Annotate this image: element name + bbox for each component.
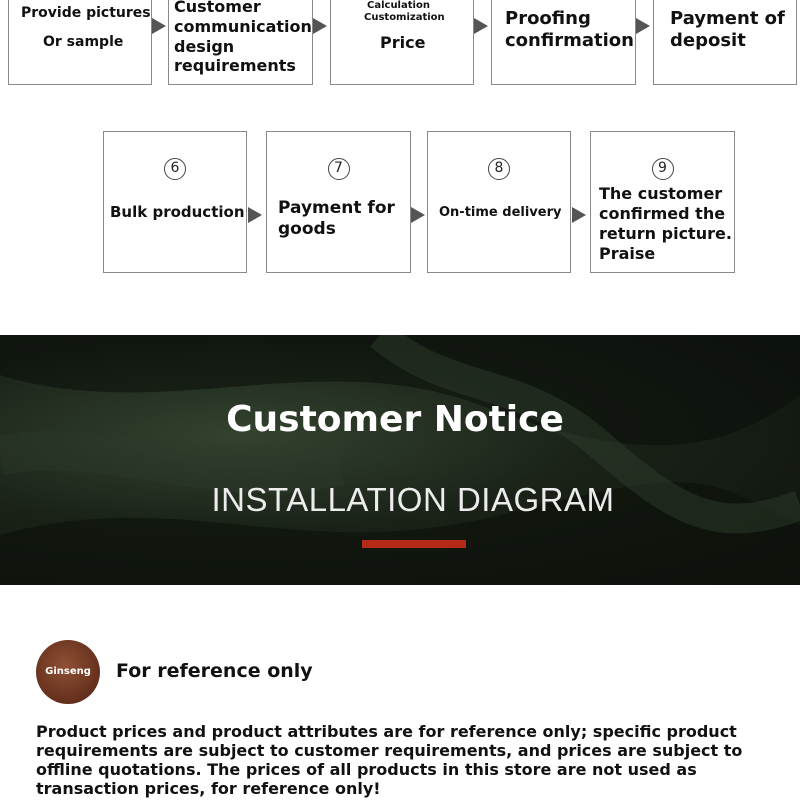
customer-notice-banner (0, 335, 800, 585)
process-step-3 (330, 0, 474, 85)
process-step-8 (427, 131, 571, 273)
step-6-line-1: Bulk production (110, 203, 245, 221)
step-2-line-2: communication (174, 17, 312, 36)
process-step-4 (491, 0, 636, 85)
step-3-small-line-1: Calculation (367, 0, 430, 11)
process-step-6 (103, 131, 247, 273)
step-7-number: 7 (328, 158, 350, 180)
arrow-right-icon (411, 207, 425, 223)
banner-title: Customer Notice (226, 399, 564, 440)
step-8-number: 8 (488, 158, 510, 180)
arrow-right-icon (572, 207, 586, 223)
ginseng-logo-avatar: Ginseng (36, 640, 100, 704)
step-6-number: 6 (164, 158, 186, 180)
step-3-small-line-2: Customization (364, 12, 445, 23)
arrow-right-icon (152, 18, 166, 34)
step-7-line-1: Payment for (278, 198, 395, 218)
process-step-1 (8, 0, 152, 85)
arrow-right-icon (313, 18, 327, 34)
reference-notice-text: Product prices and product attributes are for reference only; specific product requirements are subject to customer requirements, and prices are subject to offline quotations. The prices of all products in this store are not used as transaction prices, for reference only! (36, 722, 743, 798)
arrow-right-icon (636, 18, 650, 34)
reference-title: For reference only (116, 660, 313, 682)
step-3-line-1: Price (380, 33, 426, 52)
process-step-9 (590, 131, 735, 273)
process-step-7 (266, 131, 411, 273)
step-4-line-2: confirmation (505, 30, 634, 51)
step-4-line-1: Proofing (505, 8, 591, 29)
step-9-number: 9 (652, 158, 674, 180)
process-step-5 (653, 0, 797, 85)
step-5-line-2: deposit (670, 30, 746, 51)
step-1-line-1: Provide pictures (21, 5, 151, 21)
step-1-line-2: Or sample (43, 34, 124, 50)
accent-bar (362, 540, 466, 548)
step-9-line-1: The customer (599, 184, 723, 203)
step-9-line-2: confirmed the (599, 204, 726, 223)
step-5-line-1: Payment of (670, 8, 785, 29)
arrow-right-icon (474, 18, 488, 34)
step-7-line-2: goods (278, 219, 336, 239)
step-2-line-4: requirements (174, 56, 296, 75)
step-2-line-1: Customer (174, 0, 261, 16)
arrow-right-icon (248, 207, 262, 223)
step-9-line-3: return picture. (599, 224, 732, 243)
step-2-line-3: design (174, 37, 235, 56)
process-step-2 (168, 0, 313, 85)
banner-subtitle: INSTALLATION DIAGRAM (211, 481, 615, 518)
step-8-line-1: On-time delivery (439, 205, 562, 220)
step-9-line-4: Praise (599, 244, 656, 263)
